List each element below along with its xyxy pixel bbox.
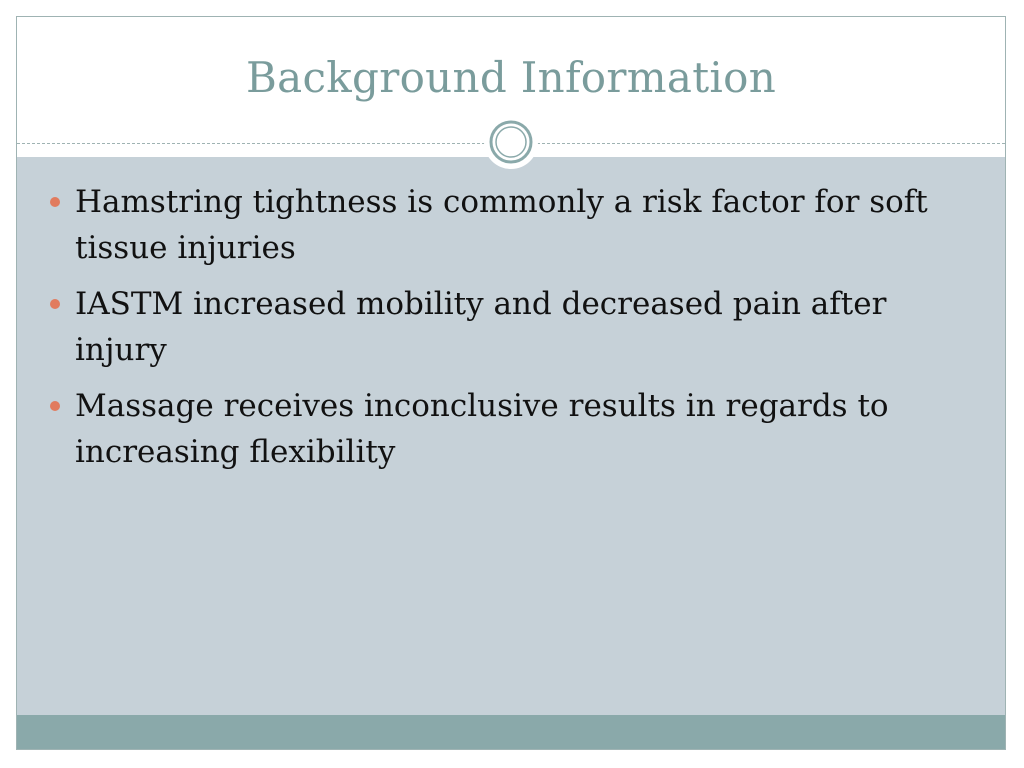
ring-icon xyxy=(488,119,534,165)
bullet-dot-icon xyxy=(50,401,60,411)
slide xyxy=(16,16,1006,750)
bullet-item xyxy=(17,383,947,475)
slide-title: Background Information xyxy=(245,53,777,102)
bullet-dot-icon xyxy=(50,197,60,207)
bullet-item xyxy=(17,179,947,271)
bullet-item xyxy=(17,281,947,373)
bullet-text: Hamstring tightness is commonly a risk factor for soft tissue injuries xyxy=(75,184,928,266)
bullet-list xyxy=(17,179,947,485)
ring-badge xyxy=(484,115,538,169)
footer-bar xyxy=(17,715,1005,749)
bullet-text: Massage receives inconclusive results in regards to increasing flexibility xyxy=(75,388,889,470)
bullet-text: IASTM increased mobility and decreased pain after injury xyxy=(75,286,887,368)
bullet-dot-icon xyxy=(50,299,60,309)
